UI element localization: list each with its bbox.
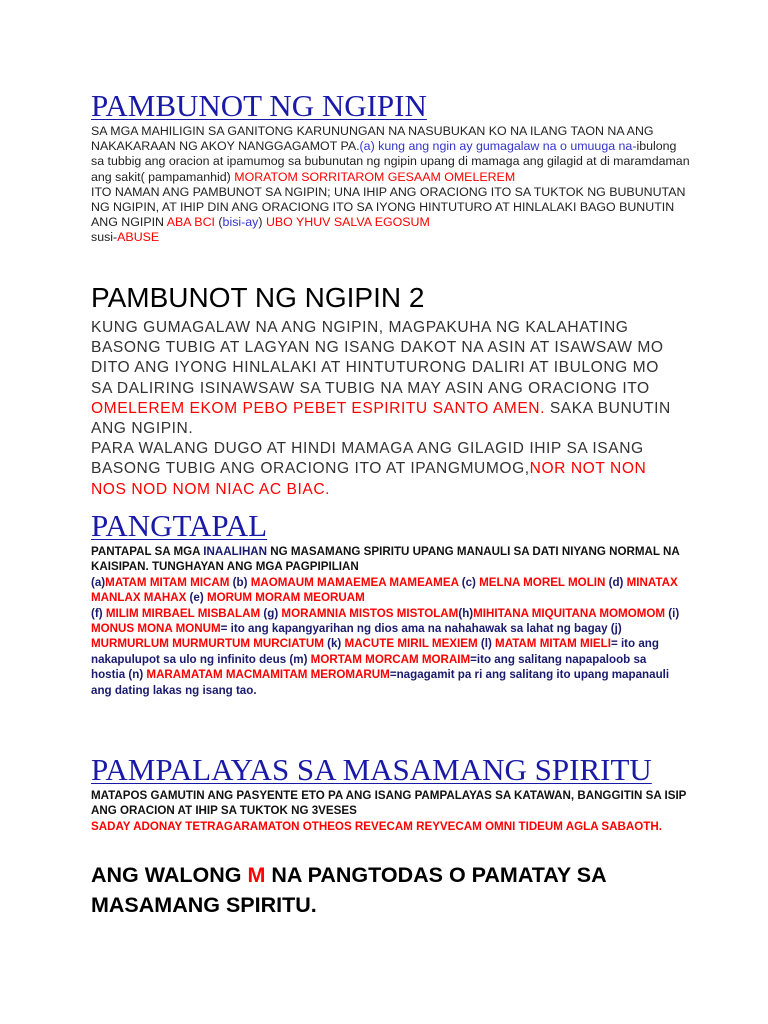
section-title: PAMPALAYAS SA MASAMANG SPIRITU bbox=[91, 752, 652, 787]
paragraph bbox=[91, 124, 691, 185]
text: NG MASAMANG SPIRITU UPANG MANAULI SA DATI NIYANG NORMAL NA KAISIPAN. TUNGHAYAN ANG MGA PAGPIPILIAN bbox=[91, 545, 680, 574]
text: PANTAPAL SA MGA bbox=[91, 545, 204, 558]
list-label: (k) bbox=[323, 637, 345, 651]
section-pambunot-ng-ngipin-2 bbox=[91, 282, 681, 500]
section-title: PAMBUNOT NG NGIPIN 2 bbox=[91, 282, 425, 313]
list-label: (m) bbox=[286, 652, 311, 666]
text: PARA WALANG DUGO AT HINDI MAMAGA ANG GILAGID IHIP SA ISANG BASONG TUBIG ANG ORACIONG ITO AT IPANGMUMOG, bbox=[91, 440, 644, 478]
list-label: (b) bbox=[229, 575, 251, 589]
oracion: MURMURLUM MURMURTUM MURCIATUM bbox=[91, 637, 324, 651]
oracion: MELNA MOREL MOLIN bbox=[479, 575, 606, 589]
oracion: OMELEREM EKOM PEBO PEBET ESPIRITU SANTO AMEN. bbox=[91, 399, 545, 417]
oracion: MILIM MIRBAEL MISBALAM bbox=[105, 606, 261, 620]
list-label: (a) bbox=[91, 575, 106, 589]
section-pangtapal bbox=[91, 508, 681, 698]
oracion: MACUTE MIRIL MEXIEM bbox=[344, 637, 478, 651]
section-body bbox=[91, 124, 691, 246]
text: ) bbox=[258, 215, 266, 230]
section-body bbox=[91, 544, 681, 698]
oracion: MARAMATAM MACMAMITAM MEROMARUM bbox=[146, 668, 390, 682]
section-body bbox=[91, 788, 691, 834]
section-title bbox=[91, 860, 691, 920]
title-letter-m: M bbox=[247, 863, 266, 887]
oracion: SADAY ADONAY TETRAGARAMATON OTHEOS REVECAM REYVECAM OMNI TIDEUM AGLA SABAOTH. bbox=[91, 819, 662, 833]
paragraph bbox=[91, 230, 691, 245]
text-note: (a) kung ang ngin ay gumagalaw na o umuuga na- bbox=[359, 139, 637, 154]
list-label: (h) bbox=[458, 606, 474, 620]
title-text: ANG WALONG bbox=[91, 863, 248, 887]
oracion: MAOMAUM MAMAEMEA MAMEAMEA bbox=[250, 575, 459, 589]
oracion: MORUM MORAM MEORUAM bbox=[206, 591, 365, 605]
paragraph bbox=[91, 544, 681, 575]
oracion: MIHITANA MIQUITANA MOMOMOM bbox=[473, 606, 666, 620]
section-title: PANGTAPAL bbox=[91, 508, 268, 543]
text: ITO NAMAN ANG PAMBUNOT SA NGIPIN; UNA IHIP ANG ORACIONG ITO SA TUKTOK NG BUBUNUTAN NG NGIPIN, AT IHIP DIN ANG ORACIONG ITO SA IYONG HINTUTURO AT HINLALAKI BAGO BUNUTIN ANG NGIPIN bbox=[91, 184, 686, 230]
oracion: NOR NOT NON NOS NOD NOM NIAC AC BIAC. bbox=[91, 460, 647, 498]
paragraph: MATAPOS GAMUTIN ANG PASYENTE ETO PA ANG ISANG PAMPALAYAS SA KATAWAN, BANGGITIN SA ISIP ANG ORACION AT IHIP SA TUKTOK NG 3VESES bbox=[91, 789, 687, 818]
oracion: ABUSE bbox=[117, 230, 160, 245]
paragraph bbox=[91, 185, 691, 231]
list-label: (i) bbox=[665, 606, 680, 620]
section-body bbox=[91, 318, 681, 500]
list-label: (j) bbox=[607, 622, 622, 636]
paragraph bbox=[91, 318, 681, 439]
oracion: UBO YHUV SALVA EGOSUM bbox=[265, 215, 430, 230]
oracion: MATAM MITAM MICAM bbox=[105, 575, 230, 589]
list-label: (e) bbox=[186, 591, 207, 605]
section-pambunot-ng-ngipin bbox=[91, 88, 691, 246]
text: ( bbox=[214, 215, 223, 230]
list-label: (d) bbox=[605, 575, 627, 589]
oracion-list bbox=[91, 575, 681, 698]
oracion-description: =nagagamit pa ri ang salitang ito upang mapanauli ang dating lakas ng isang tao. bbox=[91, 668, 670, 697]
text-emphasis: INAALIHAN bbox=[203, 545, 268, 558]
oracion: MORATOM SORRITAROM GESAAM OMELEREM bbox=[234, 169, 516, 184]
oracion: MINATAX MANLAX MAHAX bbox=[91, 575, 678, 605]
text: KUNG GUMAGALAW NA ANG NGIPIN, MAGPAKUHA NG KALAHATING BASONG TUBIG AT LAGYAN NG ISANG DAKOT NA ASIN AT ISAWSAW MO DITO ANG IYONG HINLALAKI AT HINTUTURONG DALIRI AT IBULONG MO SA DALIRING ISINAWSAW SA TUBIG NA MAY ASIN ANG ORACIONG ITO bbox=[91, 319, 664, 397]
list-label: (g) bbox=[260, 606, 282, 620]
section-pampalayas bbox=[91, 752, 691, 834]
oracion: MONUS MONA MONUM bbox=[91, 622, 221, 636]
text-note: bisi-ay bbox=[222, 215, 259, 230]
text: SA MGA MAHILIGIN SA GANITONG KARUNUNGAN NA NASUBUKAN KO NA ILANG TAON NA ANG NAKAKARAAN NG AKOY NANGGAGAMOT PA. bbox=[91, 124, 654, 154]
oracion-description: = ito ang nakapulupot sa ulo ng infinito deus bbox=[91, 637, 659, 666]
oracion: MORTAM MORCAM MORAIM bbox=[310, 652, 471, 666]
text: susi- bbox=[91, 230, 118, 245]
section-walong-m bbox=[91, 860, 691, 920]
paragraph bbox=[91, 439, 681, 500]
text: ibulong sa tubbig ang oracion at ipamumog sa bubunutan ng ngipin upang di mamaga ang gilagid at di maramdaman ang sakit( pampamanhid) bbox=[91, 139, 690, 184]
oracion: MATAM MITAM MIELI bbox=[495, 637, 611, 651]
oracion: MORAMNIA MISTOS MISTOLAM bbox=[281, 606, 459, 620]
list-label: (l) bbox=[477, 637, 496, 651]
list-label: (f) bbox=[91, 606, 106, 620]
section-title: PAMBUNOT NG NGIPIN bbox=[91, 88, 427, 123]
title-text: NA PANGTODAS O PAMATAY SA MASAMANG SPIRITU. bbox=[91, 863, 606, 917]
text: SAKA BUNUTIN ANG NGIPIN. bbox=[91, 399, 671, 438]
list-label: (n) bbox=[125, 668, 147, 682]
oracion-description: = ito ang kapangyarihan ng dios ama na nahahawak sa lahat ng bagay bbox=[220, 622, 608, 636]
oracion-description: =ito ang salitang napapaloob sa hostia bbox=[91, 652, 647, 682]
list-label: (c) bbox=[458, 575, 480, 589]
oracion: ABA BCI bbox=[166, 215, 215, 230]
